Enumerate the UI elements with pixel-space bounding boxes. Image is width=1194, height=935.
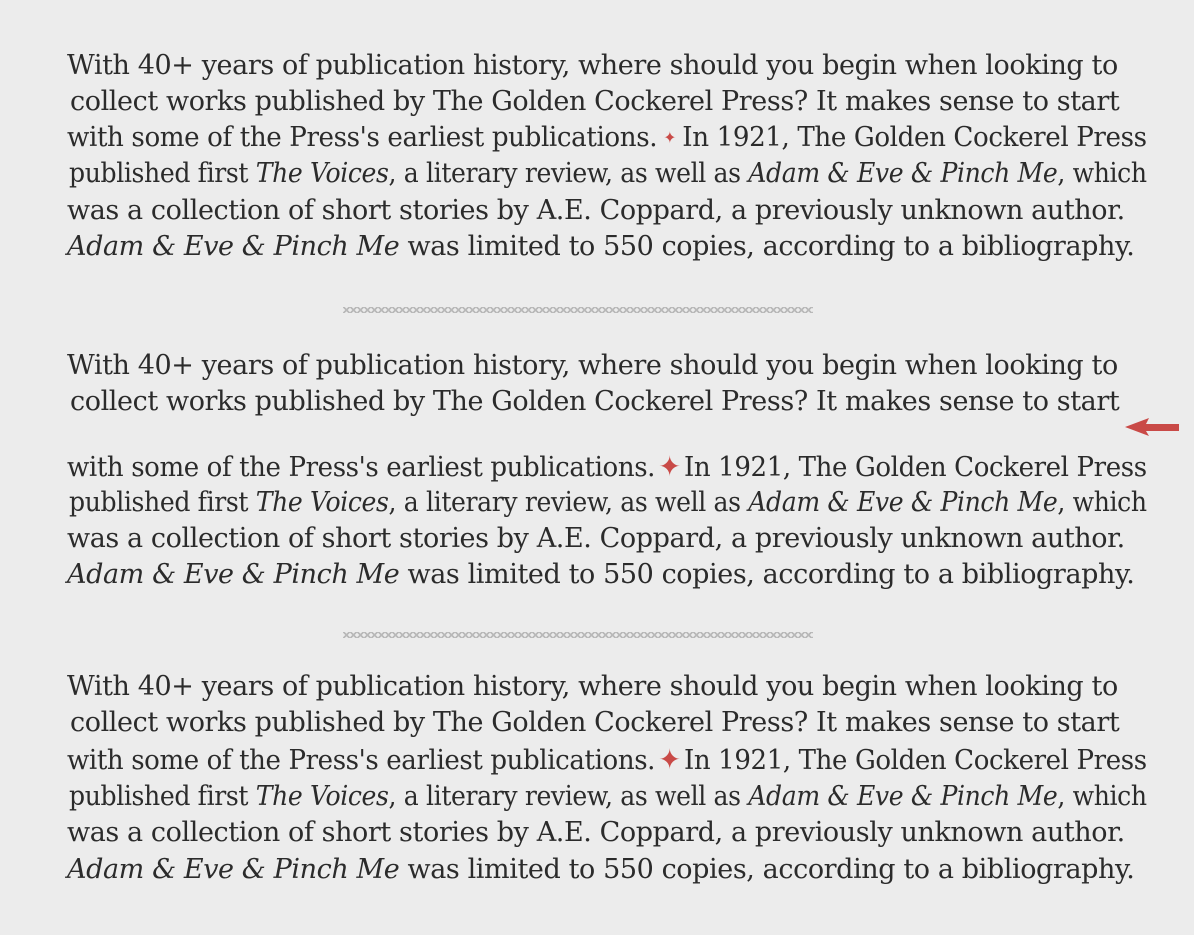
text-segment: published first: [69, 781, 256, 812]
text-line: collect works published by The Golden Cockerel Press? It makes sense to start: [70, 386, 1120, 417]
text-line: was a collection of short stories by A.E. Coppard, a previously unknown author.: [67, 523, 1125, 554]
text-segment: In 1921, The Golden Cockerel Press: [684, 452, 1147, 483]
text-line: [67, 742, 1147, 778]
text-segment: , a literary review, as well as: [388, 781, 749, 812]
text-line: [69, 156, 1147, 192]
text-line: [67, 120, 1147, 156]
text-line: collect works published by The Golden Cockerel Press? It makes sense to start: [70, 86, 1120, 117]
text-line: was a collection of short stories by A.E. Coppard, a previously unknown author.: [67, 817, 1125, 848]
title-italic: Adam & Eve & Pinch Me: [67, 559, 400, 590]
text-segment: , a literary review, as well as: [388, 487, 749, 518]
title-italic: Adam & Eve & Pinch Me: [748, 781, 1058, 812]
zigzag-divider: [343, 632, 813, 638]
four-point-star-icon: ✦: [658, 450, 681, 483]
text-segment: , a literary review, as well as: [388, 158, 749, 189]
text-line: [67, 852, 1134, 888]
text-segment: published first: [69, 487, 256, 518]
text-segment: , which: [1057, 781, 1147, 812]
text-line: [69, 779, 1147, 815]
left-arrow-icon: [1124, 416, 1180, 438]
four-point-star-icon: ✦: [658, 743, 681, 776]
text-line: With 40+ years of publication history, where should you begin when looking to: [67, 50, 1118, 81]
text-segment: was limited to 550 copies, according to a bibliography.: [399, 854, 1135, 885]
four-point-star-icon: ✦: [663, 128, 677, 147]
text-segment: , which: [1057, 487, 1147, 518]
title-italic: Adam & Eve & Pinch Me: [67, 231, 400, 262]
text-segment: In 1921, The Golden Cockerel Press: [682, 122, 1147, 153]
title-italic: Adam & Eve & Pinch Me: [748, 487, 1058, 518]
title-italic: The Voices: [255, 781, 389, 812]
text-line: [69, 485, 1147, 521]
text-segment: In 1921, The Golden Cockerel Press: [684, 745, 1147, 776]
text-line: [67, 449, 1147, 485]
text-segment: was limited to 550 copies, according to a bibliography.: [399, 559, 1135, 590]
text-segment: published first: [69, 158, 256, 189]
text-line: With 40+ years of publication history, where should you begin when looking to: [67, 350, 1118, 381]
text-line: With 40+ years of publication history, where should you begin when looking to: [67, 671, 1118, 702]
title-italic: The Voices: [255, 158, 389, 189]
title-italic: The Voices: [255, 487, 389, 518]
text-segment: with some of the Press's earliest publications.: [67, 452, 656, 483]
text-line: was a collection of short stories by A.E. Coppard, a previously unknown author.: [67, 195, 1125, 226]
text-segment: , which: [1057, 158, 1147, 189]
text-segment: with some of the Press's earliest publications.: [67, 122, 658, 153]
title-italic: Adam & Eve & Pinch Me: [67, 854, 400, 885]
text-line: collect works published by The Golden Cockerel Press? It makes sense to start: [70, 707, 1120, 738]
text-line: [67, 229, 1134, 265]
text-segment: with some of the Press's earliest publications.: [67, 745, 656, 776]
text-line: [67, 557, 1134, 593]
zigzag-divider: [343, 307, 813, 313]
title-italic: Adam & Eve & Pinch Me: [748, 158, 1058, 189]
text-segment: was limited to 550 copies, according to a bibliography.: [399, 231, 1135, 262]
